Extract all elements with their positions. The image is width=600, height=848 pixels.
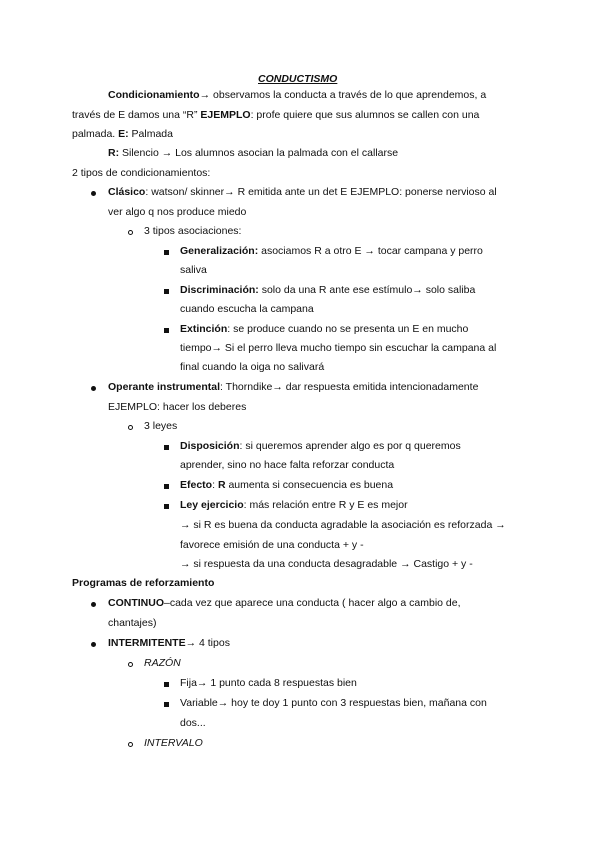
ley-efecto: Efecto: R aumenta si consecuencia es buena	[180, 479, 394, 491]
bullet-square-icon	[164, 445, 169, 450]
continuo-cont: chantajes)	[108, 617, 157, 629]
razon-label: RAZÓN	[144, 657, 181, 669]
ley-ejercicio-cont3: → si respuesta da una conducta desagradable → Castigo + y -	[180, 558, 473, 570]
bullet-square-icon	[164, 289, 169, 294]
ley-ejercicio: Ley ejercicio: más relación entre R y E es mejor	[180, 499, 408, 511]
asociacion-discriminacion: Discriminación: solo da una R ante ese estímulo→ solo saliba	[180, 284, 476, 296]
asociacion-generalizacion-cont: saliva	[180, 264, 207, 276]
clasico-cont: ver algo q nos produce miedo	[108, 206, 247, 218]
intro-line-4: R: Silencio → Los alumnos asocian la palmada con el callarse	[108, 147, 399, 159]
bullet-disc-icon	[91, 642, 96, 647]
asociacion-extincion: Extinción: se produce cuando no se presenta un E en mucho	[180, 323, 469, 335]
page-title: CONDUCTISMO	[258, 73, 338, 85]
bullet-circle-icon	[128, 425, 133, 430]
asociacion-discriminacion-cont: cuando escucha la campana	[180, 303, 314, 315]
operante-line: Operante instrumental: Thorndike→ dar respuesta emitida intencionadamente	[108, 381, 479, 393]
bullet-square-icon	[164, 484, 169, 489]
bullet-disc-icon	[91, 602, 96, 607]
clasico-line: Clásico: watson/ skinner→ R emitida ante un det E EJEMPLO: ponerse nervioso al	[108, 186, 497, 198]
intro-line-3: palmada. E: Palmada	[72, 128, 173, 140]
bullet-square-icon	[164, 682, 169, 687]
continuo-line: CONTINUO–cada vez que aparece una conducta ( hacer algo a cambio de,	[108, 597, 461, 609]
bullet-circle-icon	[128, 230, 133, 235]
bullet-square-icon	[164, 702, 169, 707]
operante-sub: 3 leyes	[144, 420, 178, 432]
bullet-square-icon	[164, 504, 169, 509]
ley-disposicion: Disposición: si queremos aprender algo es por q queremos	[180, 440, 461, 452]
intervalo-label: INTERVALO	[144, 737, 203, 749]
bullet-square-icon	[164, 328, 169, 333]
intermitente-line: INTERMITENTE→ 4 tipos	[108, 637, 230, 649]
ley-ejercicio-cont: → si R es buena da conducta agradable la asociación es reforzada →	[180, 519, 506, 531]
section-heading: Programas de reforzamiento	[72, 577, 215, 589]
razon-variable-cont: dos...	[180, 717, 206, 729]
ley-disposicion-cont: aprender, sino no hace falta reforzar conducta	[180, 459, 395, 471]
bullet-square-icon	[164, 250, 169, 255]
ley-ejercicio-cont2: favorece emisión de una conducta + y -	[180, 539, 364, 551]
intro-line-1: Condicionamiento→ observamos la conducta a través de lo que aprendemos, a	[108, 89, 487, 101]
bullet-disc-icon	[91, 386, 96, 391]
asociacion-extincion-cont: tiempo→ Si el perro lleva mucho tiempo sin escuchar la campana al	[180, 342, 497, 354]
clasico-sub: 3 tipos asociaciones:	[144, 225, 242, 237]
bullet-disc-icon	[91, 191, 96, 196]
razon-fija: Fija→ 1 punto cada 8 respuestas bien	[180, 677, 357, 689]
razon-variable: Variable→ hoy te doy 1 punto con 3 respuestas bien, mañana con	[180, 697, 487, 709]
intro-line-5: 2 tipos de condicionamientos:	[72, 167, 211, 179]
bullet-circle-icon	[128, 742, 133, 747]
bullet-circle-icon	[128, 662, 133, 667]
asociacion-generalizacion: Generalización: asociamos R a otro E → tocar campana y perro	[180, 245, 483, 257]
intro-line-2: través de E damos una “R” EJEMPLO: profe quiere que sus alumnos se callen con una	[72, 109, 480, 121]
asociacion-extincion-cont2: final cuando la oiga no salivará	[180, 361, 325, 373]
operante-cont: EJEMPLO: hacer los deberes	[108, 401, 247, 413]
